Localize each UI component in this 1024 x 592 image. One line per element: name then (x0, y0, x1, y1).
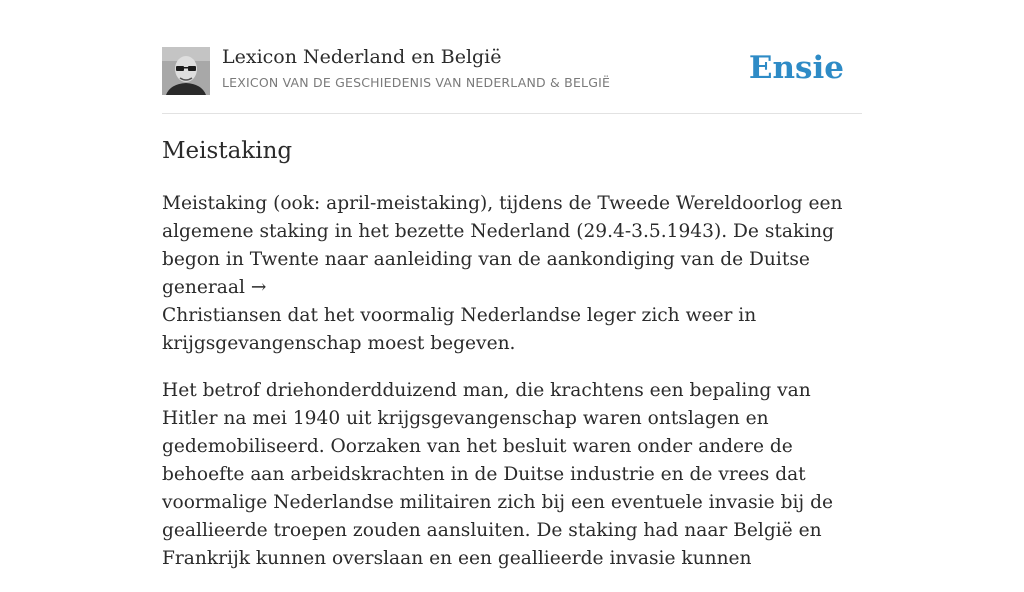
source-subtitle: LEXICON VAN DE GESCHIEDENIS VAN NEDERLAND & BELGIË (222, 75, 611, 90)
page-container (162, 0, 862, 569)
source-header (162, 0, 862, 114)
source-avatar[interactable] (162, 47, 210, 95)
ensie-logo-link[interactable]: Ensie (748, 50, 844, 86)
cross-reference-label: Christiansen (162, 305, 282, 326)
source-name[interactable]: Lexicon Nederland en België (222, 46, 502, 68)
article-title: Meistaking (162, 138, 293, 164)
paragraph-1 (162, 190, 864, 358)
paragraph-1-text-end: dat het voormalig Nederlandse leger zich weer in krijgsgevangenschap moest begeven. (162, 305, 757, 354)
paragraph-2: Het betrof driehonderdduizend man, die krachtens een bepaling van Hitler na mei 1940 uit krijgsgevangenschap waren ontslagen en gedemobiliseerd. Oorzaken van het besluit waren onder andere de behoefte aan arbeidskrachten in de Duitse industrie en de vrees dat voormalige Nederlandse militairen zich bij een eventuele invasie bij de geallieerde troepen zouden aansluiten. De staking had naar België en Frankrijk kunnen overslaan en een geallieerde invasie kunnen (162, 380, 834, 569)
arrow-right-icon: → (250, 277, 267, 298)
author-avatar-photo-icon (162, 47, 210, 95)
paragraph-1-text: Meistaking (ook: april-meistaking), tijdens de Tweede Wereldoorlog een algemene staking in het bezette Nederland (29.4-3.5.1943). De staking begon in Twente naar aanleiding van de aankondiging van de Duitse generaal (162, 193, 843, 298)
article-body (162, 190, 864, 592)
